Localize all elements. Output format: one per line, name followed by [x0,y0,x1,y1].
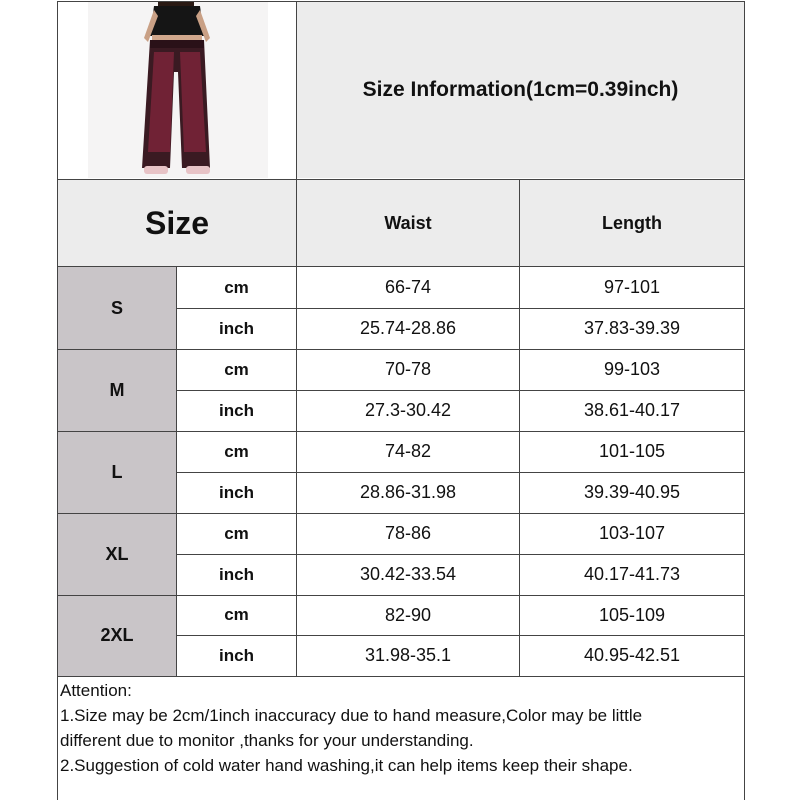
unit-cm: cm [224,523,249,543]
waist-inch-s: 25.74-28.86 [359,318,457,338]
waist-inch-2xl: 31.98-35.1 [364,645,452,665]
size-m: M [109,379,125,400]
waist-cm-2xl: 82-90 [384,604,432,625]
grid-line [58,431,745,432]
size-info-title: Size Information(1cm=0.39inch) [362,78,679,101]
size-xl: XL [105,543,129,564]
length-cm-xl: 103-107 [598,523,666,543]
jeans-photo-icon [58,2,296,178]
length-heading: Length [602,212,662,233]
grid-line [176,308,745,309]
length-inch-s: 37.83-39.39 [583,318,681,338]
grid-line [176,390,745,391]
unit-cm: cm [224,277,249,297]
grid-line [58,513,745,514]
size-l: L [111,461,123,482]
grid-line [58,676,745,677]
unit-inch: inch [219,482,254,502]
grid-line [58,595,745,596]
waist-inch-m: 27.3-30.42 [364,400,452,420]
waist-heading: Waist [384,212,432,233]
product-image [58,2,296,178]
length-inch-xl: 40.17-41.73 [583,564,681,584]
grid-line [58,266,745,267]
unit-inch: inch [219,318,254,338]
note-line-1-cont: different due to monitor ,thanks for your understanding. [60,731,474,750]
grid-line [58,349,745,350]
unit-cm: cm [224,605,249,624]
waist-cm-l: 74-82 [384,441,432,461]
attention-heading: Attention: [60,681,132,700]
grid-line [744,1,745,800]
note-line-2: 2.Suggestion of cold water hand washing,it can help items keep their shape. [60,756,633,775]
length-inch-m: 38.61-40.17 [583,400,681,420]
length-cm-2xl: 105-109 [598,604,666,625]
unit-cm: cm [224,441,249,461]
grid-line [176,266,177,677]
grid-line [176,472,745,473]
waist-cm-s: 66-74 [384,277,432,297]
waist-inch-l: 28.86-31.98 [359,482,457,502]
grid-line [58,1,745,2]
length-inch-2xl: 40.95-42.51 [583,645,681,665]
unit-cm: cm [224,359,249,379]
attention-notes [60,678,744,778]
length-cm-s: 97-101 [603,277,661,297]
grid-line [57,1,58,800]
waist-cm-m: 70-78 [384,359,432,379]
grid-line [296,1,297,677]
length-inch-l: 39.39-40.95 [583,482,681,502]
waist-cm-xl: 78-86 [384,523,432,543]
size-heading: Size [144,204,210,241]
length-cm-l: 101-105 [598,441,666,461]
size-s: S [110,297,123,318]
unit-inch: inch [219,564,254,584]
length-cm-m: 99-103 [603,359,661,379]
grid-line [176,554,745,555]
unit-inch: inch [219,400,254,420]
grid-line [176,635,745,636]
size-2xl: 2XL [100,625,134,645]
grid-line [58,179,745,180]
unit-inch: inch [219,645,254,665]
note-line-1: 1.Size may be 2cm/1inch inaccuracy due to hand measure,Color may be little [60,706,643,725]
waist-inch-xl: 30.42-33.54 [359,564,457,584]
grid-line [519,179,520,677]
